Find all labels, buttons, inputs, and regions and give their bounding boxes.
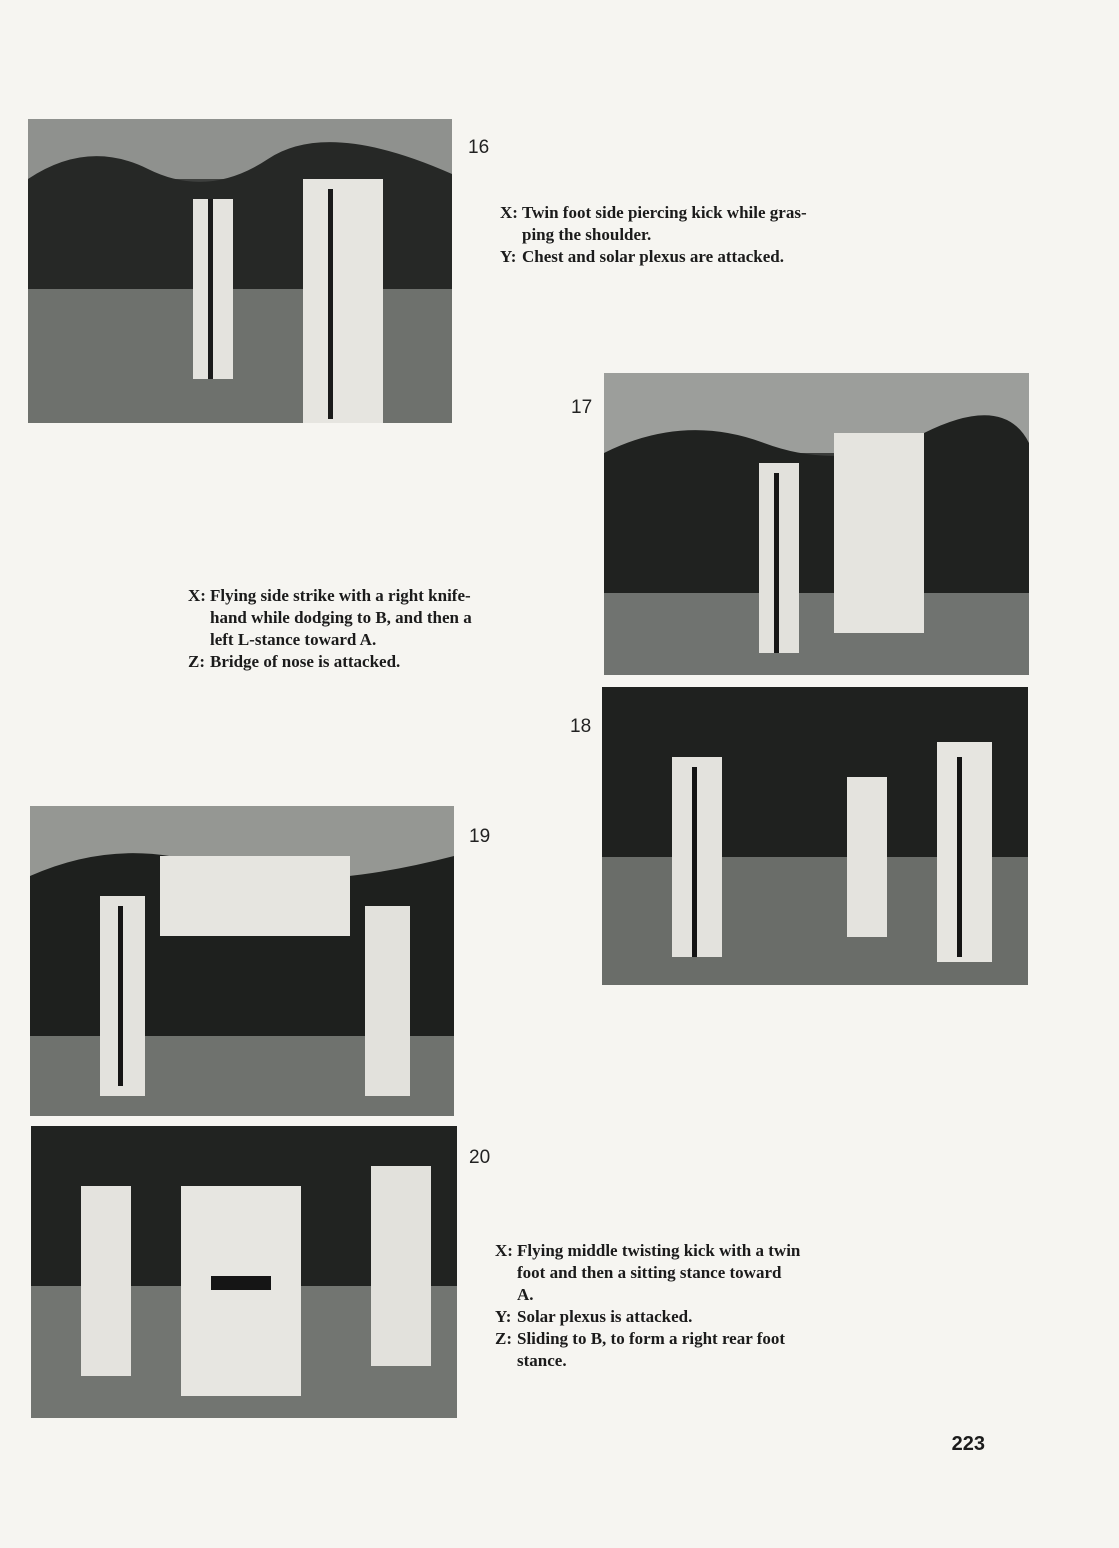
caption-17 bbox=[188, 585, 588, 673]
caption-key: X: bbox=[495, 1241, 513, 1260]
photo-20 bbox=[31, 1126, 457, 1418]
caption-key: Y: bbox=[495, 1307, 512, 1326]
caption-text: Flying middle twisting kick with a twin foot and then a sitting stance toward A. bbox=[517, 1241, 801, 1304]
caption-line bbox=[495, 1306, 895, 1328]
caption-text: Sliding to B, to form a right rear foot stance. bbox=[517, 1329, 786, 1370]
caption-line bbox=[500, 246, 900, 268]
photo-number-16: 16 bbox=[468, 137, 490, 158]
caption-key: Z: bbox=[188, 652, 205, 671]
photo-17 bbox=[604, 373, 1029, 675]
caption-text: Solar plexus is attacked. bbox=[517, 1307, 693, 1326]
caption-line bbox=[500, 202, 900, 246]
caption-text: Twin foot side piercing kick while gras- ping the shoulder. bbox=[522, 203, 807, 244]
photo-19 bbox=[30, 806, 454, 1116]
caption-line bbox=[188, 651, 588, 673]
caption-text: Flying side strike with a right knife- hand while dodging to B, and then a left L-stance toward A. bbox=[210, 586, 472, 649]
caption-20 bbox=[495, 1240, 895, 1372]
photo-16 bbox=[28, 119, 452, 423]
caption-line bbox=[495, 1240, 895, 1306]
photo-number-20: 20 bbox=[469, 1147, 491, 1168]
photo-number-17: 17 bbox=[571, 397, 593, 418]
caption-key: X: bbox=[188, 586, 206, 605]
caption-line bbox=[495, 1328, 895, 1372]
caption-16 bbox=[500, 202, 900, 268]
caption-key: Z: bbox=[495, 1329, 512, 1348]
photo-18 bbox=[602, 687, 1028, 985]
caption-key: X: bbox=[500, 203, 518, 222]
caption-text: Chest and solar plexus are attacked. bbox=[522, 247, 784, 266]
photo-number-19: 19 bbox=[469, 826, 491, 847]
page-number: 223 bbox=[951, 1433, 985, 1455]
caption-key: Y: bbox=[500, 247, 517, 266]
caption-text: Bridge of nose is attacked. bbox=[210, 652, 401, 671]
photo-number-18: 18 bbox=[570, 716, 592, 737]
caption-line bbox=[188, 585, 588, 651]
